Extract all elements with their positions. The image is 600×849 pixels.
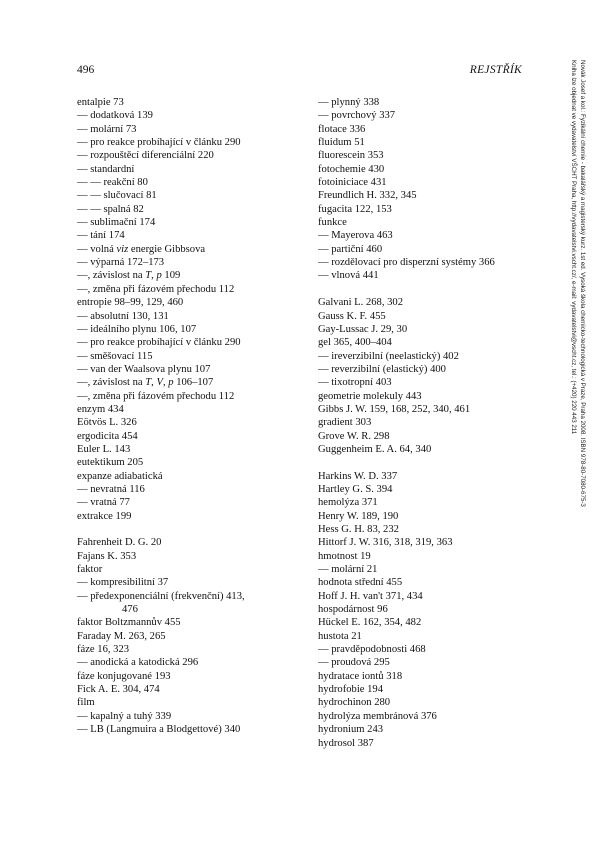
index-entry: —, změna při fázovém přechodu 112: [77, 390, 235, 402]
index-entry: hodnota střední 455: [318, 577, 403, 589]
side-citation-note: [566, 60, 586, 620]
index-entry: Gay-Lussac J. 29, 30: [318, 323, 408, 335]
index-entry: hydrosol 387: [318, 737, 374, 749]
index-entry: hydronium 243: [318, 724, 384, 736]
index-entry: Fahrenheit D. G. 20: [77, 537, 162, 549]
index-entry: Fajans K. 353: [77, 550, 137, 562]
index-entry: entropie 98–99, 129, 460: [77, 297, 184, 309]
right-index-column: [318, 96, 528, 750]
index-entry-continuation: 476: [122, 604, 138, 616]
index-entry: fáze konjugované 193: [77, 670, 171, 682]
index-entry: Grove W. R. 298: [318, 430, 390, 442]
index-entry: Guggenheim E. A. 64, 340: [318, 443, 432, 455]
index-entry: — předexponenciální (frekvenční) 413,: [77, 590, 245, 602]
index-entry: fluidum 51: [318, 137, 365, 149]
index-entry: hydrolýza membránová 376: [318, 710, 437, 722]
index-entry: — ideálního plynu 106, 107: [77, 323, 197, 335]
index-entry: enzym 434: [77, 403, 124, 415]
index-entry: Fick A. E. 304, 474: [77, 684, 160, 696]
index-entry: Freundlich H. 332, 345: [318, 190, 417, 202]
index-entry: Faraday M. 263, 265: [77, 630, 166, 642]
index-entry: faktor: [77, 564, 103, 576]
index-entry: hemolýza 371: [318, 497, 378, 509]
index-entry: — van der Waalsova plynu 107: [77, 363, 211, 375]
index-entry: —, závislost na T, V, p 106–107: [77, 377, 214, 389]
index-entry: — tání 174: [77, 230, 125, 242]
index-entry: funkce: [318, 217, 347, 229]
index-entry: — partiční 460: [318, 243, 383, 255]
index-entry: — výparná 172–173: [77, 257, 165, 269]
index-entry: — anodická a katodická 296: [77, 657, 199, 669]
index-entry: — LB (Langmuira a Blodgettové) 340: [77, 724, 241, 736]
index-entry: extrakce 199: [77, 510, 132, 522]
index-entry: hydrofobie 194: [318, 684, 384, 696]
index-entry: —, změna při fázovém přechodu 112: [77, 283, 235, 295]
index-entry: — rozdělovací pro disperzní systémy 366: [318, 257, 495, 269]
index-entry: — molární 73: [77, 123, 137, 135]
index-entry: expanze adiabatická: [77, 470, 163, 482]
index-entry: —, závislost na T, p 109: [77, 270, 181, 282]
index-entry: hospodárnost 96: [318, 604, 388, 616]
index-entry: Hartley G. S. 394: [318, 483, 393, 495]
index-entry: ergodicita 454: [77, 430, 138, 442]
index-entry: fáze 16, 323: [77, 644, 130, 656]
index-entry: — molární 21: [318, 564, 378, 576]
index-entry: — směšovací 115: [77, 350, 153, 362]
index-entry: eutektikum 205: [77, 457, 144, 469]
index-entry: — rozpouštěcí diferenciální 220: [77, 150, 214, 162]
index-entry: — povrchový 337: [318, 110, 396, 122]
index-entry: Gibbs J. W. 159, 168, 252, 340, 461: [318, 403, 471, 415]
index-entry: entalpie 73: [77, 97, 124, 108]
index-entry: — kapalný a tuhý 339: [77, 710, 172, 722]
index-entry: — absolutní 130, 131: [77, 310, 169, 322]
index-entry: Euler L. 143: [77, 443, 131, 455]
order-info-line: Kniha lze objednat ve vydavatelství VŠCHT Praha, http://vydavatelstvi.vscht.cz/, e-mail: vydavatelstvi@vscht.cz, tel.: (+420) 220 443 211: [570, 60, 578, 435]
index-entry: hmotnost 19: [318, 550, 371, 562]
index-entry: Hess G. H. 83, 232: [318, 524, 399, 535]
index-entry: Hoff J. H. van't 371, 434: [318, 590, 423, 602]
index-entry: Eötvös L. 326: [77, 417, 137, 429]
page-number: 496: [77, 64, 95, 76]
index-entry: — sublimační 174: [77, 217, 156, 229]
index-entry: — vratná 77: [77, 497, 130, 509]
index-entry: faktor Boltzmannův 455: [77, 617, 181, 629]
index-entry: — pro reakce probíhající v článku 290: [77, 137, 241, 149]
index-entry: Hittorf J. W. 316, 318, 319, 363: [318, 537, 453, 549]
citation-line: Novák Josef a kol.: Fyzikální chemie - bakalářský a magisterský kurz. 1st ed. Vysoká škola chemicko-technologická v Praze, Praha 2008. ISBN 978-80-7080-675-3: [579, 60, 586, 507]
index-entry: — ireverzibilní (neelastický) 402: [318, 350, 459, 362]
index-entry: — kompresibilitní 37: [77, 577, 169, 589]
index-entry: — — spalná 82: [77, 203, 144, 215]
index-entry: — plynný 338: [318, 97, 380, 108]
index-entry: film: [77, 697, 95, 709]
index-entry: — — reakční 80: [77, 177, 148, 189]
index-entry: hydratace iontů 318: [318, 670, 403, 682]
index-entry: — dodatková 139: [77, 110, 153, 122]
index-entry: — Mayerova 463: [318, 230, 393, 242]
left-index-column: [77, 96, 285, 737]
index-entry: — volná viz energie Gibbsova: [77, 243, 206, 255]
running-head: REJSTŘÍK: [469, 64, 522, 76]
index-entry: fotochemie 430: [318, 163, 385, 175]
index-entry: gradient 303: [318, 417, 372, 429]
index-entry: — standardní: [77, 163, 135, 175]
index-entry: — pravděpodobnosti 468: [318, 644, 426, 656]
index-entry: geometrie molekuly 443: [318, 390, 422, 402]
index-entry: fugacita 122, 153: [318, 203, 392, 215]
index-entry: — vlnová 441: [318, 270, 379, 282]
index-entry: — nevratná 116: [77, 483, 145, 495]
index-entry: — — slučovací 81: [77, 190, 157, 202]
index-entry: Harkins W. D. 337: [318, 470, 398, 482]
index-entry: Gauss K. F. 455: [318, 310, 386, 322]
index-entry: hydrochinon 280: [318, 697, 391, 709]
index-entry: Galvani L. 268, 302: [318, 297, 404, 309]
index-entry: — reverzibilní (elastický) 400: [318, 363, 446, 375]
index-entry: fluorescein 353: [318, 150, 384, 162]
index-entry: Henry W. 189, 190: [318, 510, 399, 522]
index-entry: hustota 21: [318, 630, 362, 642]
index-entry: gel 365, 400–404: [318, 337, 392, 349]
index-entry: — proudová 295: [318, 657, 390, 669]
index-entry: flotace 336: [318, 123, 366, 135]
index-entry: — pro reakce probíhající v článku 290: [77, 337, 241, 349]
index-entry: — tixotropní 403: [318, 377, 392, 389]
index-entry: Hückel E. 162, 354, 482: [318, 617, 422, 629]
index-entry: fotoiniciace 431: [318, 177, 387, 189]
